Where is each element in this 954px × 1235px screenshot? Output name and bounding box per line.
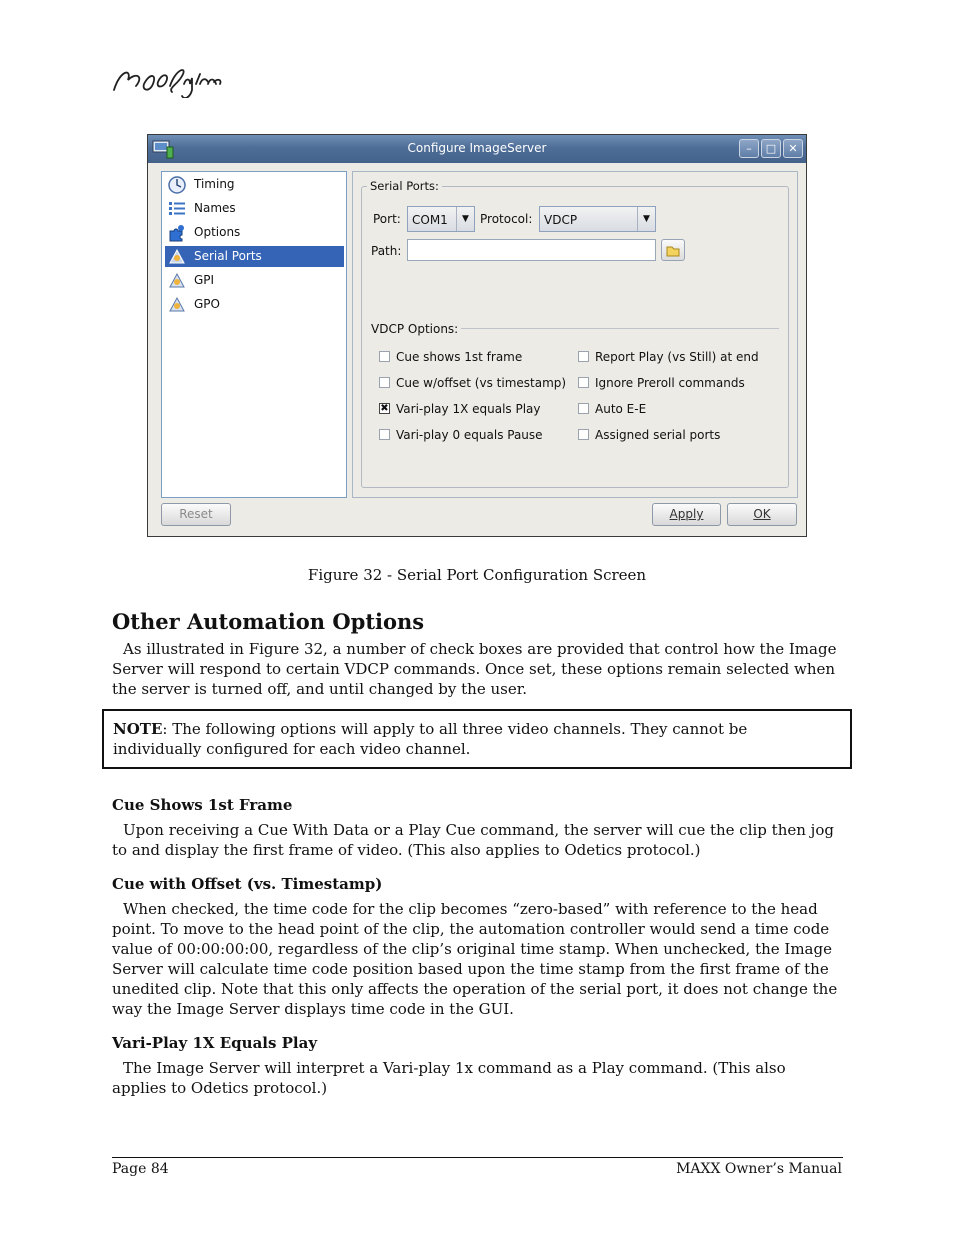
subsection-title: Cue Shows 1st Frame [112, 796, 293, 814]
maximize-button[interactable]: □ [761, 139, 781, 158]
checkbox-box [578, 403, 589, 414]
subsection-title: Vari-Play 1X Equals Play [112, 1034, 318, 1052]
checkbox-label: Vari-play 0 equals Pause [396, 428, 543, 442]
checkbox-label: Ignore Preroll commands [595, 376, 745, 390]
checkbox-box [379, 377, 390, 388]
section-title: Other Automation Options [112, 609, 425, 634]
checkbox-label: Assigned serial ports [595, 428, 721, 442]
settings-nav-list [161, 171, 347, 498]
ok-label: OK [753, 507, 771, 521]
nav-label: Serial Ports [194, 249, 262, 263]
window-title: Configure ImageServer [407, 141, 547, 155]
serial-port-icon [167, 247, 187, 270]
nav-item-names[interactable] [165, 198, 344, 219]
checkbox-label: Report Play (vs Still) at end [595, 350, 759, 364]
checkbox-box [379, 351, 390, 362]
note-label: NOTE [113, 720, 163, 738]
serial-ports-group-title: Serial Ports: [367, 179, 442, 193]
configure-imageserver-window [147, 134, 807, 537]
subsection-body: The Image Server will interpret a Vari-play 1x command as a Play command. (This also applies to Odetics protocol.) [112, 1059, 786, 1097]
checkbox-label: Vari-play 1X equals Play [396, 402, 541, 416]
apply-label: Apply [669, 507, 704, 521]
subsection-title: Cue with Offset (vs. Timestamp) [112, 875, 383, 893]
checkbox-box [578, 351, 589, 362]
ok-button[interactable] [727, 503, 797, 526]
checkbox-box [578, 429, 589, 440]
puzzle-icon [167, 223, 187, 246]
footer-rule [112, 1157, 843, 1158]
nav-item-serial-ports[interactable] [165, 246, 344, 267]
nav-label: Options [194, 225, 241, 239]
protocol-label: Protocol: [480, 212, 533, 226]
note-text [113, 719, 838, 759]
figure-caption: Figure 32 - Serial Port Configuration Screen [307, 566, 647, 584]
intro-paragraph: As illustrated in Figure 32, a number of check boxes are provided that control how the Image Server will respond to certain VDCP commands. Once set, these options remain selected when the server is turned off, and until changed by the user. [112, 640, 837, 698]
path-input[interactable] [407, 239, 656, 261]
checkbox-box [578, 377, 589, 388]
checkbox-label: Cue shows 1st frame [396, 350, 523, 364]
clock-icon [167, 175, 187, 198]
folder-icon [662, 240, 684, 260]
checkmark-icon: ✖ [380, 403, 389, 414]
company-logo [110, 62, 225, 102]
serial-ports-panel [352, 171, 798, 498]
nav-label: Names [194, 201, 236, 215]
protocol-select[interactable] [539, 206, 656, 232]
port-value: COM1 [412, 213, 448, 227]
nav-label: Timing [194, 177, 235, 191]
chevron-down-icon: ▼ [456, 207, 474, 231]
nav-item-gpo[interactable] [165, 294, 344, 315]
list-icon [167, 199, 187, 222]
reset-label: Reset [179, 507, 213, 521]
nav-item-gpi[interactable] [165, 270, 344, 291]
nav-label: GPO [194, 297, 220, 311]
checkbox-box [379, 429, 390, 440]
gpo-icon [167, 295, 187, 318]
close-button[interactable]: ✕ [783, 139, 803, 158]
port-select[interactable] [407, 206, 475, 232]
note-body: : The following options will apply to all three video channels. They cannot be individually configured for each video channel. [113, 720, 748, 758]
checkbox-label: Cue w/offset (vs timestamp) [396, 376, 567, 390]
subsection-body: When checked, the time code for the clip becomes “zero-based” with reference to the head point. To move to the head point of the clip, the automation controller would send a time code value of 00:00:00:00, regardless of the clip’s original time stamp. When unchecked, the Image Server will calculate time code position based upon the time stamp from the first frame of the unedited clip. Note that this only affects the operation of the serial port, it does not change the way the Image Server displays time code in the GUI. [112, 900, 838, 1018]
note-box [102, 709, 852, 769]
minimize-button[interactable]: – [739, 139, 759, 158]
nav-label: GPI [194, 273, 215, 287]
vdcp-separator [461, 328, 779, 329]
page-number: Page 84 [112, 1161, 169, 1177]
browse-button[interactable] [661, 239, 685, 261]
chevron-down-icon: ▼ [637, 207, 655, 231]
window-titlebar [148, 135, 806, 163]
gpi-icon [167, 271, 187, 294]
port-label: Port: [373, 212, 401, 226]
reset-button[interactable] [161, 503, 231, 526]
protocol-value: VDCP [544, 213, 578, 227]
vdcp-options-title: VDCP Options: [371, 322, 459, 336]
manual-title: MAXX Owner’s Manual [676, 1161, 842, 1177]
path-label: Path: [371, 244, 402, 258]
apply-button[interactable] [652, 503, 721, 526]
subsection-body: Upon receiving a Cue With Data or a Play Cue command, the server will cue the clip then jog to and display the first frame of video. (This also applies to Odetics protocol.) [112, 821, 834, 859]
nav-item-timing[interactable] [165, 174, 344, 195]
checkbox-label: Auto E-E [595, 402, 647, 416]
nav-item-options[interactable] [165, 222, 344, 243]
